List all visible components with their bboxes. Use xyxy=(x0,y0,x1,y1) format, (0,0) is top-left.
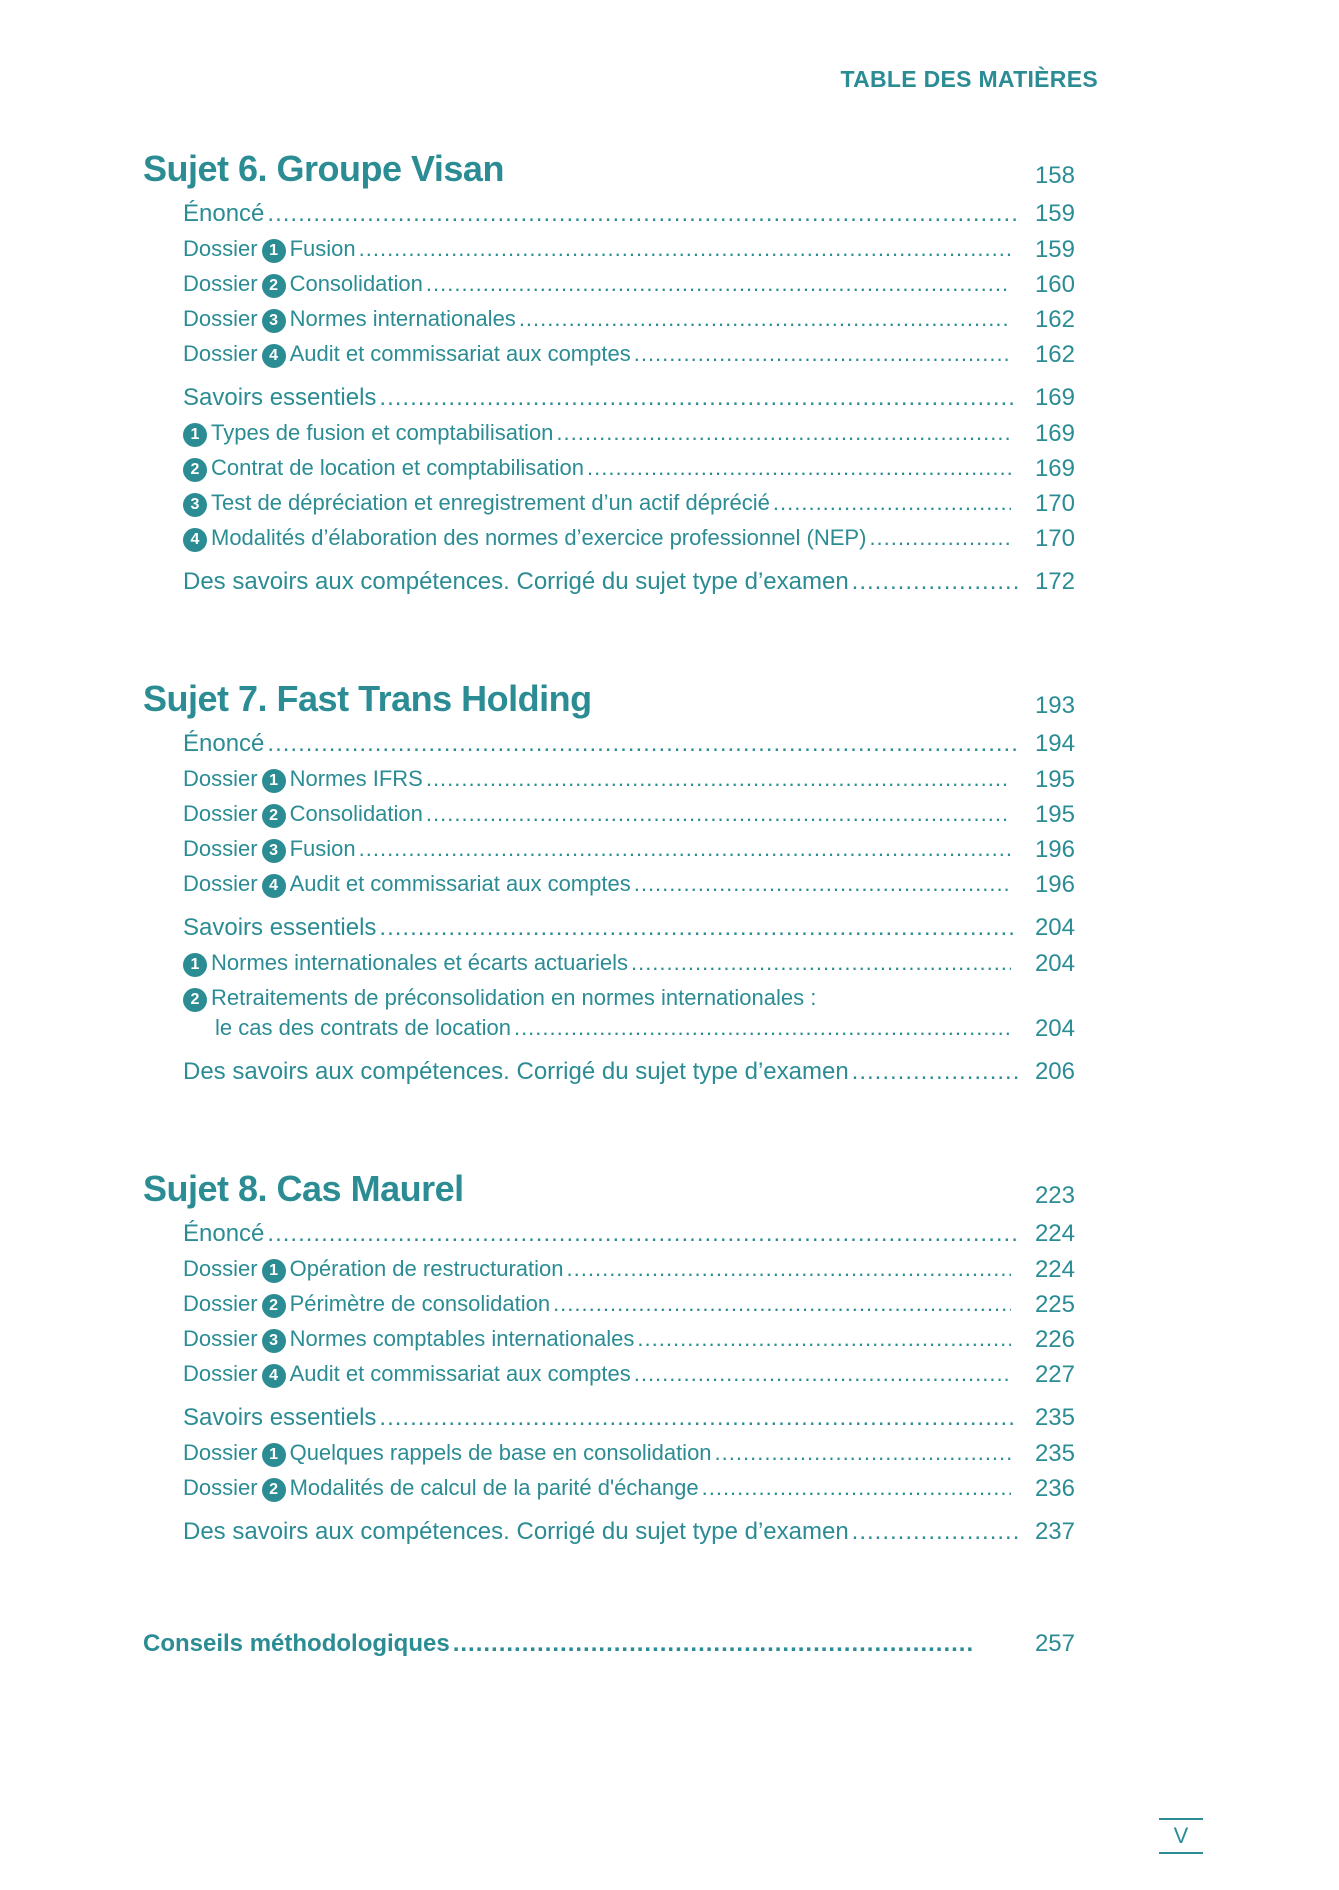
number-badge: 3 xyxy=(262,1329,286,1353)
toc-entry-competences[interactable]: Des savoirs aux compétences. Corrigé du sujet type d’examen ..... 172 xyxy=(143,568,1075,604)
toc-entry-savoir[interactable]: 1 Normes internationales et écarts actuariels ..... 204 xyxy=(143,950,1075,985)
page-number: 196 xyxy=(1034,836,1075,863)
dot-leader xyxy=(715,1440,1011,1466)
page-number: 169 xyxy=(1034,384,1075,411)
page-number: 206 xyxy=(1034,1058,1075,1085)
toc-entry-savoirs[interactable]: Savoirs essentiels ..... 169 xyxy=(143,384,1075,420)
page-number: 236 xyxy=(1034,1475,1075,1502)
toc-entry-dossier[interactable]: Dossier 3 Normes internationales ..... 162 xyxy=(143,306,1075,341)
dot-leader xyxy=(869,525,1011,551)
toc-entry-dossier[interactable]: Dossier 1 Quelques rappels de base en consolidation ..... 235 xyxy=(143,1440,1075,1475)
number-badge: 2 xyxy=(262,1294,286,1318)
page-number: 225 xyxy=(1034,1291,1075,1318)
dot-leader xyxy=(379,1404,1018,1432)
dot-leader xyxy=(359,236,1011,262)
dot-leader xyxy=(426,766,1011,792)
toc-entry-enonce[interactable]: Énoncé ..... 224 xyxy=(143,1220,1075,1256)
number-badge: 1 xyxy=(183,953,207,977)
toc-entry-dossier[interactable]: Dossier 1 Normes IFRS ..... 195 xyxy=(143,766,1075,801)
toc-entry-enonce[interactable]: Énoncé ..... 194 xyxy=(143,730,1075,766)
page-number: 237 xyxy=(1034,1518,1075,1545)
page-number: 162 xyxy=(1034,306,1075,333)
page-number: 193 xyxy=(1034,692,1075,719)
dot-leader xyxy=(852,568,1018,596)
dot-leader xyxy=(553,1291,1011,1317)
toc-entry-dossier[interactable]: Dossier 1 Opération de restructuration ..... 224 xyxy=(143,1256,1075,1291)
toc-entry-dossier[interactable]: Dossier 3 Normes comptables internationales ..... 226 xyxy=(143,1326,1075,1361)
page-number: 169 xyxy=(1034,420,1075,447)
dot-leader xyxy=(267,730,1018,758)
number-badge: 1 xyxy=(262,1443,286,1467)
number-badge: 4 xyxy=(262,344,286,368)
number-badge: 1 xyxy=(262,769,286,793)
number-badge: 2 xyxy=(262,1478,286,1502)
toc-entry-savoir-continued[interactable]: le cas des contrats de location ..... 204 xyxy=(143,1015,1075,1050)
number-badge: 3 xyxy=(262,839,286,863)
toc-entry-savoir[interactable]: 2 Retraitements de préconsolidation en normes internationales : xyxy=(143,985,1075,1015)
dot-leader xyxy=(379,914,1018,942)
toc-entry-dossier[interactable]: Dossier 4 Audit et commissariat aux comptes ..... 227 xyxy=(143,1361,1075,1396)
number-badge: 2 xyxy=(262,804,286,828)
toc-entry-enonce[interactable]: Énoncé ..... 159 xyxy=(143,200,1075,236)
dot-leader xyxy=(852,1058,1018,1086)
page-number: 159 xyxy=(1034,236,1075,263)
section-title-sujet-8[interactable]: Sujet 8. Cas Maurel 223 xyxy=(143,1168,1075,1209)
number-badge: 4 xyxy=(183,528,207,552)
page-number: 223 xyxy=(1034,1182,1075,1209)
toc-entry-competences[interactable]: Des savoirs aux compétences. Corrigé du sujet type d’examen ..... 206 xyxy=(143,1058,1075,1094)
page-number: 226 xyxy=(1034,1326,1075,1353)
page-number: 170 xyxy=(1034,490,1075,517)
number-badge: 4 xyxy=(262,874,286,898)
page-number: 196 xyxy=(1034,871,1075,898)
dot-leader xyxy=(426,801,1011,827)
page-number: 224 xyxy=(1034,1220,1075,1247)
dot-leader xyxy=(852,1518,1018,1546)
page-number: 194 xyxy=(1034,730,1075,757)
toc-entry-savoirs[interactable]: Savoirs essentiels ..... 235 xyxy=(143,1404,1075,1440)
number-badge: 4 xyxy=(262,1364,286,1388)
toc-entry-dossier[interactable]: Dossier 2 Consolidation ..... 160 xyxy=(143,271,1075,306)
number-badge: 1 xyxy=(262,1259,286,1283)
number-badge: 2 xyxy=(183,988,207,1012)
toc-entry-dossier[interactable]: Dossier 2 Modalités de calcul de la parité d'échange ..... 236 xyxy=(143,1475,1075,1510)
number-badge: 3 xyxy=(262,309,286,333)
page-number: 172 xyxy=(1034,568,1075,595)
section-title-sujet-6[interactable]: Sujet 6. Groupe Visan 158 xyxy=(143,148,1075,189)
number-badge: 1 xyxy=(262,239,286,263)
page-number: 224 xyxy=(1034,1256,1075,1283)
toc-entry-competences[interactable]: Des savoirs aux compétences. Corrigé du sujet type d’examen ..... 237 xyxy=(143,1518,1075,1554)
dot-leader xyxy=(637,1326,1011,1352)
page-number: 257 xyxy=(1034,1630,1075,1657)
dot-leader xyxy=(379,384,1018,412)
toc-entry-conseils[interactable]: Conseils méthodologiques ..... 257 xyxy=(143,1630,1075,1666)
dot-leader xyxy=(634,341,1011,367)
toc-entry-savoir[interactable]: 2 Contrat de location et comptabilisation ..... 169 xyxy=(143,455,1075,490)
dot-leader xyxy=(567,1256,1011,1282)
toc-entry-dossier[interactable]: Dossier 4 Audit et commissariat aux comptes ..... 196 xyxy=(143,871,1075,906)
toc-entry-savoirs[interactable]: Savoirs essentiels ..... 204 xyxy=(143,914,1075,950)
page-number: 169 xyxy=(1034,455,1075,482)
toc-entry-savoir[interactable]: 4 Modalités d’élaboration des normes d’exercice professionnel (NEP) ..... 170 xyxy=(143,525,1075,560)
page-number: 195 xyxy=(1034,801,1075,828)
toc-entry-savoir[interactable]: 3 Test de dépréciation et enregistrement d’un actif déprécié ..... 170 xyxy=(143,490,1075,525)
page-number: 170 xyxy=(1034,525,1075,552)
dot-leader xyxy=(631,950,1011,976)
dot-leader xyxy=(634,1361,1011,1387)
dot-leader xyxy=(453,1630,973,1658)
page-number: 195 xyxy=(1034,766,1075,793)
dot-leader xyxy=(359,836,1011,862)
number-badge: 1 xyxy=(183,423,207,447)
page-number: 227 xyxy=(1034,1361,1075,1388)
toc-entry-dossier[interactable]: Dossier 4 Audit et commissariat aux comptes ..... 162 xyxy=(143,341,1075,376)
number-badge: 2 xyxy=(262,274,286,298)
table-of-contents xyxy=(143,148,1075,1666)
section-title-sujet-7[interactable]: Sujet 7. Fast Trans Holding 193 xyxy=(143,678,1075,719)
page-number: 235 xyxy=(1034,1440,1075,1467)
dot-leader xyxy=(587,455,1011,481)
page-number: 162 xyxy=(1034,341,1075,368)
folio: V xyxy=(1159,1818,1203,1854)
toc-entry-dossier[interactable]: Dossier 1 Fusion ..... 159 xyxy=(143,236,1075,271)
toc-entry-savoir[interactable]: 1 Types de fusion et comptabilisation ..... 169 xyxy=(143,420,1075,455)
running-header: TABLE DES MATIÈRES xyxy=(840,66,1098,92)
dot-leader xyxy=(556,420,1011,446)
dot-leader xyxy=(702,1475,1011,1501)
number-badge: 2 xyxy=(183,458,207,482)
page-number: 235 xyxy=(1034,1404,1075,1431)
dot-leader xyxy=(634,871,1011,897)
page-number: 158 xyxy=(1034,162,1075,189)
dot-leader xyxy=(267,1220,1018,1248)
toc-entry-dossier[interactable]: Dossier 3 Fusion ..... 196 xyxy=(143,836,1075,871)
number-badge: 3 xyxy=(183,493,207,517)
toc-entry-dossier[interactable]: Dossier 2 Périmètre de consolidation ..... 225 xyxy=(143,1291,1075,1326)
toc-entry-dossier[interactable]: Dossier 2 Consolidation ..... 195 xyxy=(143,801,1075,836)
dot-leader xyxy=(519,306,1011,332)
page-number: 159 xyxy=(1034,200,1075,227)
dot-leader xyxy=(514,1015,1011,1041)
page-number: 204 xyxy=(1034,950,1075,977)
page-number: 204 xyxy=(1034,914,1075,941)
dot-leader xyxy=(773,490,1011,516)
page-number: 204 xyxy=(1034,1015,1075,1042)
page-number: 160 xyxy=(1034,271,1075,298)
dot-leader xyxy=(267,200,1018,228)
dot-leader xyxy=(426,271,1011,297)
